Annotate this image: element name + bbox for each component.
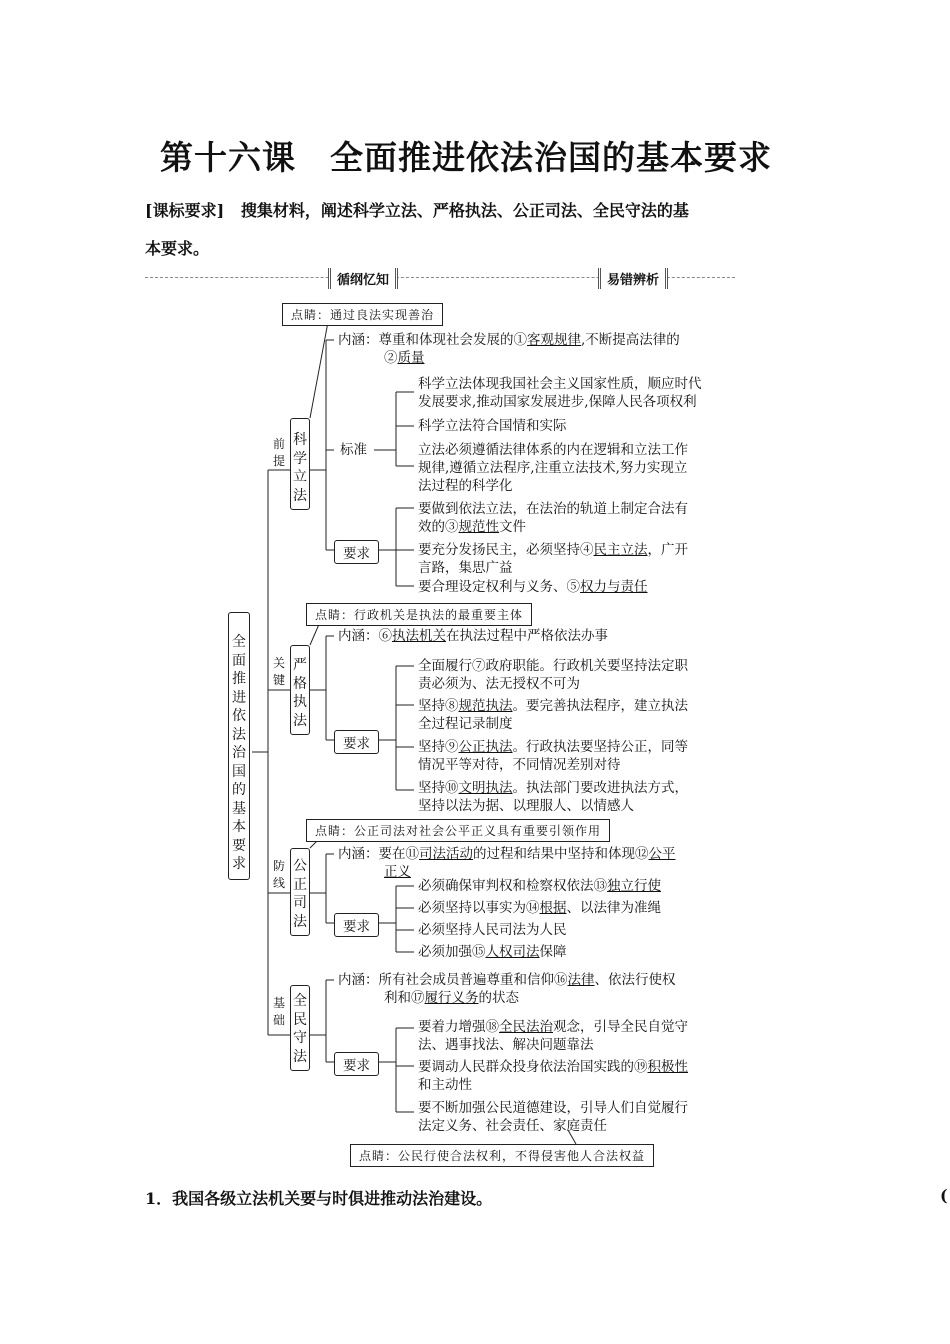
tab-mistakes: 易错辨析 xyxy=(598,268,668,289)
b2-req-1-line1: 全面履行⑦政府职能。行政机关要坚持法定职 xyxy=(418,658,688,674)
b4-req-1-line1: 要着力增强⑱全民法治观念，引导全民自觉守 xyxy=(418,1019,688,1035)
requirement-label: [课标要求] xyxy=(145,201,225,220)
node-scientific-legislation: 科学立法 xyxy=(290,418,310,510)
question-1: 1．我国各级立法机关要与时俱进推动法治建设。 xyxy=(145,1189,493,1208)
label-foundation: 基础 xyxy=(272,996,285,1027)
node-strict-enforcement: 严格执法 xyxy=(290,645,310,735)
note-branch3: 点睛：公正司法对社会公平正义具有重要引领作用 xyxy=(306,819,610,842)
label-key: 关键 xyxy=(272,656,285,687)
b3-req-4: 必须加强⑮人权司法保障 xyxy=(418,944,567,960)
b4-req-2-line2: 和主动性 xyxy=(418,1077,472,1093)
b2-req-2-line1: 坚持⑧规范执法。要完善执法程序，建立执法 xyxy=(418,698,688,714)
b1-req-3: 要合理设定权利与义务、⑤权力与责任 xyxy=(418,579,648,595)
b1-standard-1-line2: 发展要求,推动国家发展进步,保障人民各项权利 xyxy=(418,394,697,410)
b3-connotation-line2: 正义 xyxy=(384,864,411,880)
b2-req-1-line2: 责必须为、法无授权不可为 xyxy=(418,676,580,692)
note-branch2: 点睛：行政机关是执法的最重要主体 xyxy=(306,603,532,626)
tab-recall: 循纲忆知 xyxy=(328,268,398,289)
b1-req-1-line1: 要做到依法立法，在法治的轨道上制定合法有 xyxy=(418,501,688,517)
root-node: 全面推进依法治国的基本要求 xyxy=(228,612,250,880)
b3-connotation-line1: 内涵：要在⑪司法活动的过程和结果中坚持和体现⑫公平 xyxy=(338,846,676,862)
b3-req-2: 必须坚持以事实为⑭根据、以法律为准绳 xyxy=(418,900,661,916)
b4-requirement-label: 要求 xyxy=(334,1052,379,1076)
b2-req-4-line1: 坚持⑩文明执法。执法部门要改进执法方式， xyxy=(418,780,688,796)
b1-standard-3-line1: 立法必须遵循法律体系的内在逻辑和立法工作 xyxy=(418,442,688,458)
b2-connotation: 内涵：⑥执法机关在执法过程中严格依法办事 xyxy=(338,628,608,644)
b2-req-3-line1: 坚持⑨公正执法。行政执法要坚持公正，同等 xyxy=(418,739,688,755)
answer-paren: ( xyxy=(940,1186,948,1205)
standard-requirement-line2: 本要求。 xyxy=(145,239,210,258)
page-title: 第十六课 全面推进依法治国的基本要求 xyxy=(160,138,772,177)
b2-requirement-label: 要求 xyxy=(334,730,379,754)
note-branch4: 点睛：公民行使合法权利，不得侵害他人合法权益 xyxy=(350,1144,654,1167)
b1-standard-2: 科学立法符合国情和实际 xyxy=(418,418,567,434)
node-universal-law-abiding: 全民守法 xyxy=(290,985,310,1071)
b4-req-3-line1: 要不断加强公民道德建设，引导人们自觉履行 xyxy=(418,1100,688,1116)
b1-standard-3-line3: 法过程的科学化 xyxy=(418,478,513,494)
b3-requirement-label: 要求 xyxy=(334,913,379,937)
b2-req-4-line2: 坚持以法为据、以理服人、以情感人 xyxy=(418,798,634,814)
label-defense: 防线 xyxy=(272,859,285,890)
b4-req-2-line1: 要调动人民群众投身依法治国实践的⑲积极性 xyxy=(418,1059,688,1075)
b4-req-1-line2: 法、遇事找法、解决问题靠法 xyxy=(418,1037,594,1053)
b4-connotation-line1: 内涵：所有社会成员普遍尊重和信仰⑯法律、依法行使权 xyxy=(338,972,676,988)
b3-req-1: 必须确保审判权和检察权依法⑬独立行使 xyxy=(418,878,661,894)
note-branch1: 点睛：通过良法实现善治 xyxy=(282,303,443,326)
requirement-text: 搜集材料，阐述科学立法、严格执法、公正司法、全民守法的基 xyxy=(240,201,689,220)
b2-req-3-line2: 情况平等对待，不同情况差别对待 xyxy=(418,757,621,773)
b1-req-2-line2: 言路，集思广益 xyxy=(418,560,513,576)
b1-req-1-line2: 效的③规范性文件 xyxy=(418,519,526,535)
b4-req-3-line2: 法定义务、社会责任、家庭责任 xyxy=(418,1118,607,1134)
b1-standard-1-line1: 科学立法体现我国社会主义国家性质，顺应时代 xyxy=(418,376,702,392)
b3-req-3: 必须坚持人民司法为人民 xyxy=(418,922,567,938)
b4-connotation-line2: 利和⑰履行义务的状态 xyxy=(384,990,519,1006)
label-premise: 前提 xyxy=(272,437,285,468)
node-fair-justice: 公正司法 xyxy=(290,848,310,936)
b1-standard-label: 标准 xyxy=(340,442,367,458)
b2-req-2-line2: 全过程记录制度 xyxy=(418,716,513,732)
b1-connotation-line1: 内涵：尊重和体现社会发展的①客观规律,不断提高法律的 xyxy=(338,332,680,348)
b1-requirement-label: 要求 xyxy=(334,540,379,564)
b1-req-2-line1: 要充分发扬民主，必须坚持④民主立法，广开 xyxy=(418,542,688,558)
b1-connotation-line2: ②质量 xyxy=(384,350,425,366)
b1-standard-3-line2: 规律,遵循立法程序,注重立法技术,努力实现立 xyxy=(418,460,688,476)
